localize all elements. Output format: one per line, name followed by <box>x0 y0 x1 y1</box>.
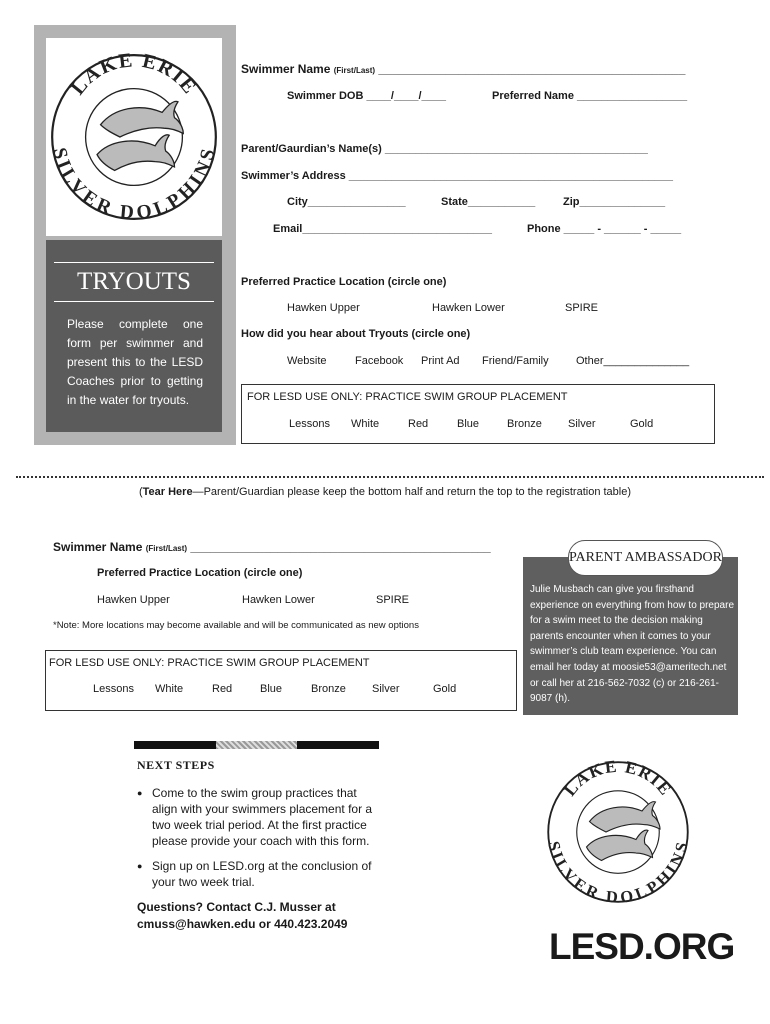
hear-option[interactable]: Facebook <box>355 355 404 367</box>
placement-box-top <box>241 384 715 444</box>
ambassador-title: PARENT AMBASSADOR <box>568 540 723 576</box>
ambassador-text: Julie Musbach can give you firsthand experience on everything from how to prepare for a swim meet to the decision making parents encounter when it comes to your swimmer’s club team experience. You can email her today at moosie53@ameritech.net or call her at 216-562-7032 (c) or 216-261-9087 (h). <box>530 584 735 705</box>
divider-bar <box>297 741 379 749</box>
group-option[interactable]: Blue <box>260 683 283 695</box>
state-field[interactable]: State___________ <box>441 196 536 208</box>
next-steps-list <box>137 785 377 890</box>
location-label: Preferred Practice Location (circle one) <box>241 276 447 288</box>
logo-panel-bottom <box>543 752 693 912</box>
hear-option[interactable]: Other______________ <box>576 355 690 367</box>
hear-option[interactable]: Print Ad <box>421 355 460 367</box>
divider-bar <box>216 741 297 749</box>
location-option[interactable]: Hawken Upper <box>287 302 360 314</box>
dob-field[interactable]: Swimmer DOB ____/____/____ <box>287 90 446 102</box>
logo-bottom-text: SILVER DOLPHINS <box>544 839 692 907</box>
group-option[interactable]: Blue <box>457 418 480 430</box>
group-option[interactable]: Gold <box>630 418 654 430</box>
hear-option[interactable]: Website <box>287 355 327 367</box>
placement-title: FOR LESD USE ONLY: PRACTICE SWIM GROUP PLACEMENT <box>49 657 370 669</box>
group-option[interactable]: Lessons <box>93 683 134 695</box>
next-steps-title: NEXT STEPS <box>137 758 215 772</box>
contact-info: Questions? Contact C.J. Musser at cmuss@hawken.edu or 440.423.2049 <box>137 900 348 931</box>
tryouts-title: TRYOUTS <box>54 262 214 302</box>
tryouts-instructions: Please complete one form per swimmer and present this to the LESD Coaches prior to getting in the water for tryouts. <box>67 317 203 407</box>
tear-line <box>16 476 764 478</box>
lesd-logo-top <box>46 38 222 236</box>
tear-instructions: (Tear Here—Parent/Guardian please keep the bottom half and return the top to the registration table) <box>138 486 632 498</box>
email-field[interactable]: Email_______________________________ <box>273 223 492 235</box>
group-option[interactable]: White <box>351 418 380 430</box>
website-link[interactable]: LESD.ORG <box>549 926 735 967</box>
group-option[interactable]: Bronze <box>311 683 346 695</box>
tryouts-panel <box>46 240 222 432</box>
hear-option[interactable]: Friend/Family <box>482 355 549 367</box>
divider-bar <box>134 741 216 749</box>
group-option[interactable]: Gold <box>433 683 457 695</box>
ambassador-panel <box>523 557 738 715</box>
group-option[interactable]: Silver <box>568 418 596 430</box>
list-item: ● Sign up on LESD.org at the conclusion of your two week trial. <box>137 858 377 890</box>
bottom-location-option[interactable]: Hawken Lower <box>242 594 315 606</box>
logo-bottom-text: SILVER DOLPHINS <box>48 145 220 224</box>
group-option[interactable]: Silver <box>372 683 400 695</box>
group-option[interactable]: Lessons <box>289 418 330 430</box>
bottom-location-option[interactable]: SPIRE <box>376 594 410 606</box>
logo-panel <box>46 38 222 236</box>
bottom-location-option[interactable]: Hawken Upper <box>97 594 170 606</box>
placement-box-bottom <box>45 650 517 711</box>
placement-title: FOR LESD USE ONLY: PRACTICE SWIM GROUP PLACEMENT <box>247 391 568 403</box>
group-option[interactable]: Red <box>212 683 233 695</box>
lesd-logo-bottom <box>543 752 693 912</box>
bottom-swimmer-name-field[interactable]: Swimmer Name (First/Last) _____________________________________________ <box>53 540 491 554</box>
preferred-name-field[interactable]: Preferred Name __________________ <box>492 90 688 102</box>
zip-field[interactable]: Zip______________ <box>563 196 666 208</box>
hear-label: How did you hear about Tryouts (circle one) <box>241 328 471 340</box>
logo-top-text: LAKE ERIE <box>66 49 202 100</box>
swimmer-name-field[interactable]: Swimmer Name (First/Last) ______________________________________________ <box>241 62 686 76</box>
parent-name-field[interactable]: Parent/Gaurdian’s Name(s) ___________________________________________ <box>241 143 648 155</box>
location-option[interactable]: SPIRE <box>565 302 599 314</box>
address-field[interactable]: Swimmer’s Address _____________________________________________________ <box>241 170 674 182</box>
phone-field[interactable]: Phone _____ - ______ - _____ <box>527 223 682 235</box>
group-option[interactable]: Red <box>408 418 429 430</box>
next-steps <box>137 758 377 933</box>
list-item: ● Come to the swim group practices that align with your swimmers placement for a two week trial period. At the first practice please provide your coach with this form. <box>137 785 377 849</box>
logo-top-text: LAKE ERIE <box>560 756 676 800</box>
locations-note: *Note: More locations may become available and will be communicated as new options <box>53 620 419 631</box>
group-option[interactable]: Bronze <box>507 418 542 430</box>
bottom-location-label: Preferred Practice Location (circle one) <box>97 567 303 579</box>
location-option[interactable]: Hawken Lower <box>432 302 505 314</box>
group-option[interactable]: White <box>155 683 184 695</box>
city-field[interactable]: City________________ <box>287 196 406 208</box>
